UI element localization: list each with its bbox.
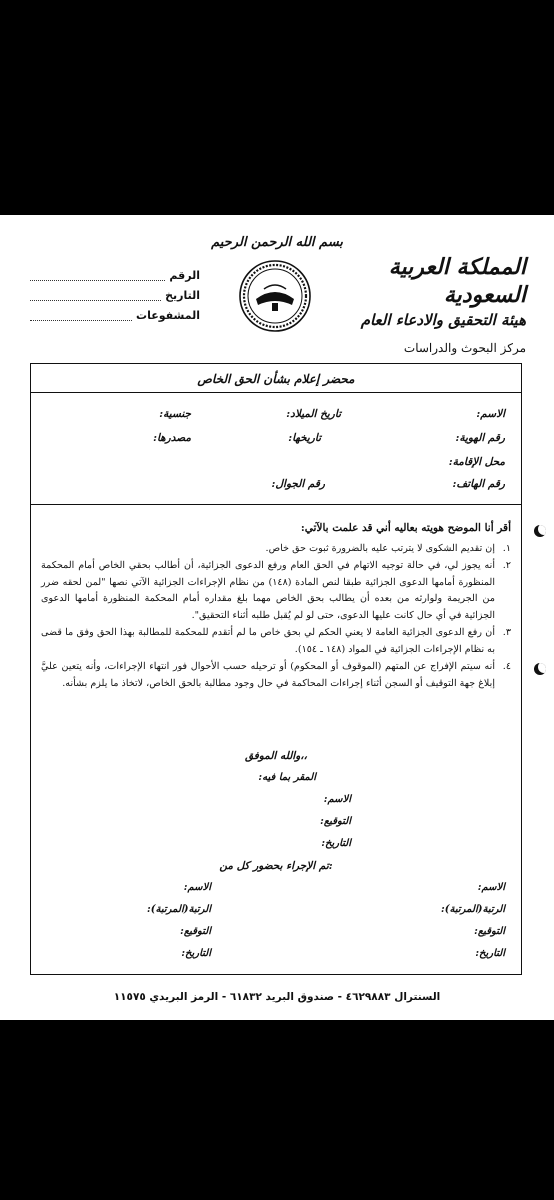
- acknowledgement-item: [41, 659, 511, 692]
- acknowledgement-intro: أقر أنا الموضح هويته بعاليه أني قد علمت بالآتي:: [300, 522, 511, 534]
- residence-field-label: محل الإقامة:: [448, 456, 505, 468]
- witnesses-heading: تم الإجراء بحضور كل من:: [219, 860, 333, 872]
- witness-right-rank-label: الرتبة(المرتبة):: [441, 904, 505, 915]
- acknowledger-heading: المقر بما فيه:: [258, 772, 316, 783]
- acknowledger-signature-label: التوقيع:: [320, 816, 351, 827]
- footer-contact: السنترال ٤٦٢٩٨٨٣ - صندوق البريد ٦١٨٣٢ - الرمز البريدي ١١٥٧٥: [113, 991, 441, 1003]
- acknowledger-date-label: التاريخ:: [321, 838, 351, 849]
- reference-date-label: التاريخ: [165, 288, 200, 302]
- witness-right-signature-label: التوقيع:: [474, 926, 505, 937]
- acknowledgement-item: [41, 541, 511, 558]
- title-divider: [31, 392, 521, 393]
- id-date-field-label: تاريخها:: [288, 432, 321, 444]
- witness-left-date-label: التاريخ:: [181, 948, 211, 959]
- item-number: ٤.: [502, 661, 511, 672]
- reference-date-row: [30, 285, 200, 305]
- item-text: أن رفع الدعوى الجزائية العامة لا يعني الحكم لي بحق خاص ما لم أتقدم للمحكمة للمطالبة بهذا الحق وفق ما قضى به نظام الإجراءات الجزائية في المواد (١٤٨ ـ ١٥٤).: [41, 627, 495, 655]
- acknowledgement-item: [41, 625, 511, 658]
- crescent-mark-icon: [534, 525, 546, 537]
- id-number-field-label: رقم الهوية:: [455, 432, 505, 444]
- fields-divider: [31, 504, 521, 505]
- birth-date-field-label: تاريخ الميلاد:: [286, 408, 341, 420]
- reference-number-row: [30, 265, 200, 285]
- kingdom-name: المملكة العربية السعودية: [388, 254, 526, 308]
- reference-number-line: [30, 270, 165, 281]
- item-number: ٢.: [502, 560, 511, 571]
- form-frame: [30, 363, 522, 975]
- document-page: [0, 215, 554, 1020]
- reference-number-label: الرقم: [169, 268, 200, 282]
- nationality-field-label: جنسية:: [159, 408, 191, 420]
- item-number: ١.: [502, 542, 511, 554]
- witness-left-rank-label: الرتبة(المرتبة):: [147, 904, 211, 915]
- acknowledgement-body: [41, 520, 511, 693]
- form-title: محضر إعلام بشأن الحق الخاص: [197, 372, 355, 386]
- id-source-field-label: مصدرها:: [153, 432, 191, 444]
- crescent-mark-icon: [534, 663, 546, 675]
- attachments-row: [30, 305, 200, 325]
- attachments-label: المشفوعات: [136, 308, 200, 322]
- witness-right-name-label: الاسم:: [477, 882, 505, 893]
- item-text: إن تقديم الشكوى لا يترتب عليه بالضرورة ثبوت حق خاص.: [265, 542, 495, 554]
- acknowledger-name-label: الاسم:: [323, 794, 351, 805]
- item-number: ٣.: [502, 627, 511, 638]
- item-text: أنه سيتم الإفراج عن المتهم (الموقوف أو المحكوم) أو ترحيله حسب الأحوال فور انتهاء الإجراءات، وأنه يتعين عليَّ إبلاغ جهة التوقيف أو السجن أثناء إجراءات المحاكمة في حال وجود مطالبة بالحق الخاص، لاتخاذ ما يلزم بشأنه.: [41, 661, 495, 689]
- center-name: مركز البحوث والدراسات: [403, 341, 526, 355]
- basmala: بسم الله الرحمن الرحيم: [211, 235, 343, 250]
- mobile-field-label: رقم الجوال:: [271, 478, 325, 490]
- organization-header: [326, 253, 526, 357]
- acknowledgement-item: [41, 558, 511, 624]
- reference-date-line: [30, 290, 161, 301]
- item-text: أنه يجوز لي، في حالة توجيه الاتهام في الحق العام ورفع الدعوى الجزائية، أن أطالب بحقي الخاص أمام المحكمة المنظورة أمامها الدعوى الجزائية طبقا لنص المادة (١٤٨) من نظام الإجراءات الجزائية الآتي نصها "لمن لحقه ضرر من الجريمة ولوارثه من بعده أن يطالب بحق الخاص مهما بلغ مقداره أمام المحكمة المنظورة أمامها الدعوى الجزائية في أي حال كانت عليها الدعوى، حتى لو لم يُقبل طلبه أثناء التحقيق".: [41, 560, 495, 621]
- witness-right-date-label: التاريخ:: [475, 948, 505, 959]
- attachments-line: [30, 310, 132, 321]
- phone-field-label: رقم الهاتف:: [452, 478, 505, 490]
- reference-block: [30, 265, 200, 325]
- witness-left-signature-label: التوقيع:: [180, 926, 211, 937]
- closing-phrase: والله الموفق،،: [244, 750, 308, 762]
- witness-left-name-label: الاسم:: [183, 882, 211, 893]
- name-field-label: الاسم:: [476, 408, 505, 420]
- emblem-seal-icon: [238, 259, 312, 333]
- authority-name: هيئة التحقيق والادعاء العام: [360, 311, 526, 329]
